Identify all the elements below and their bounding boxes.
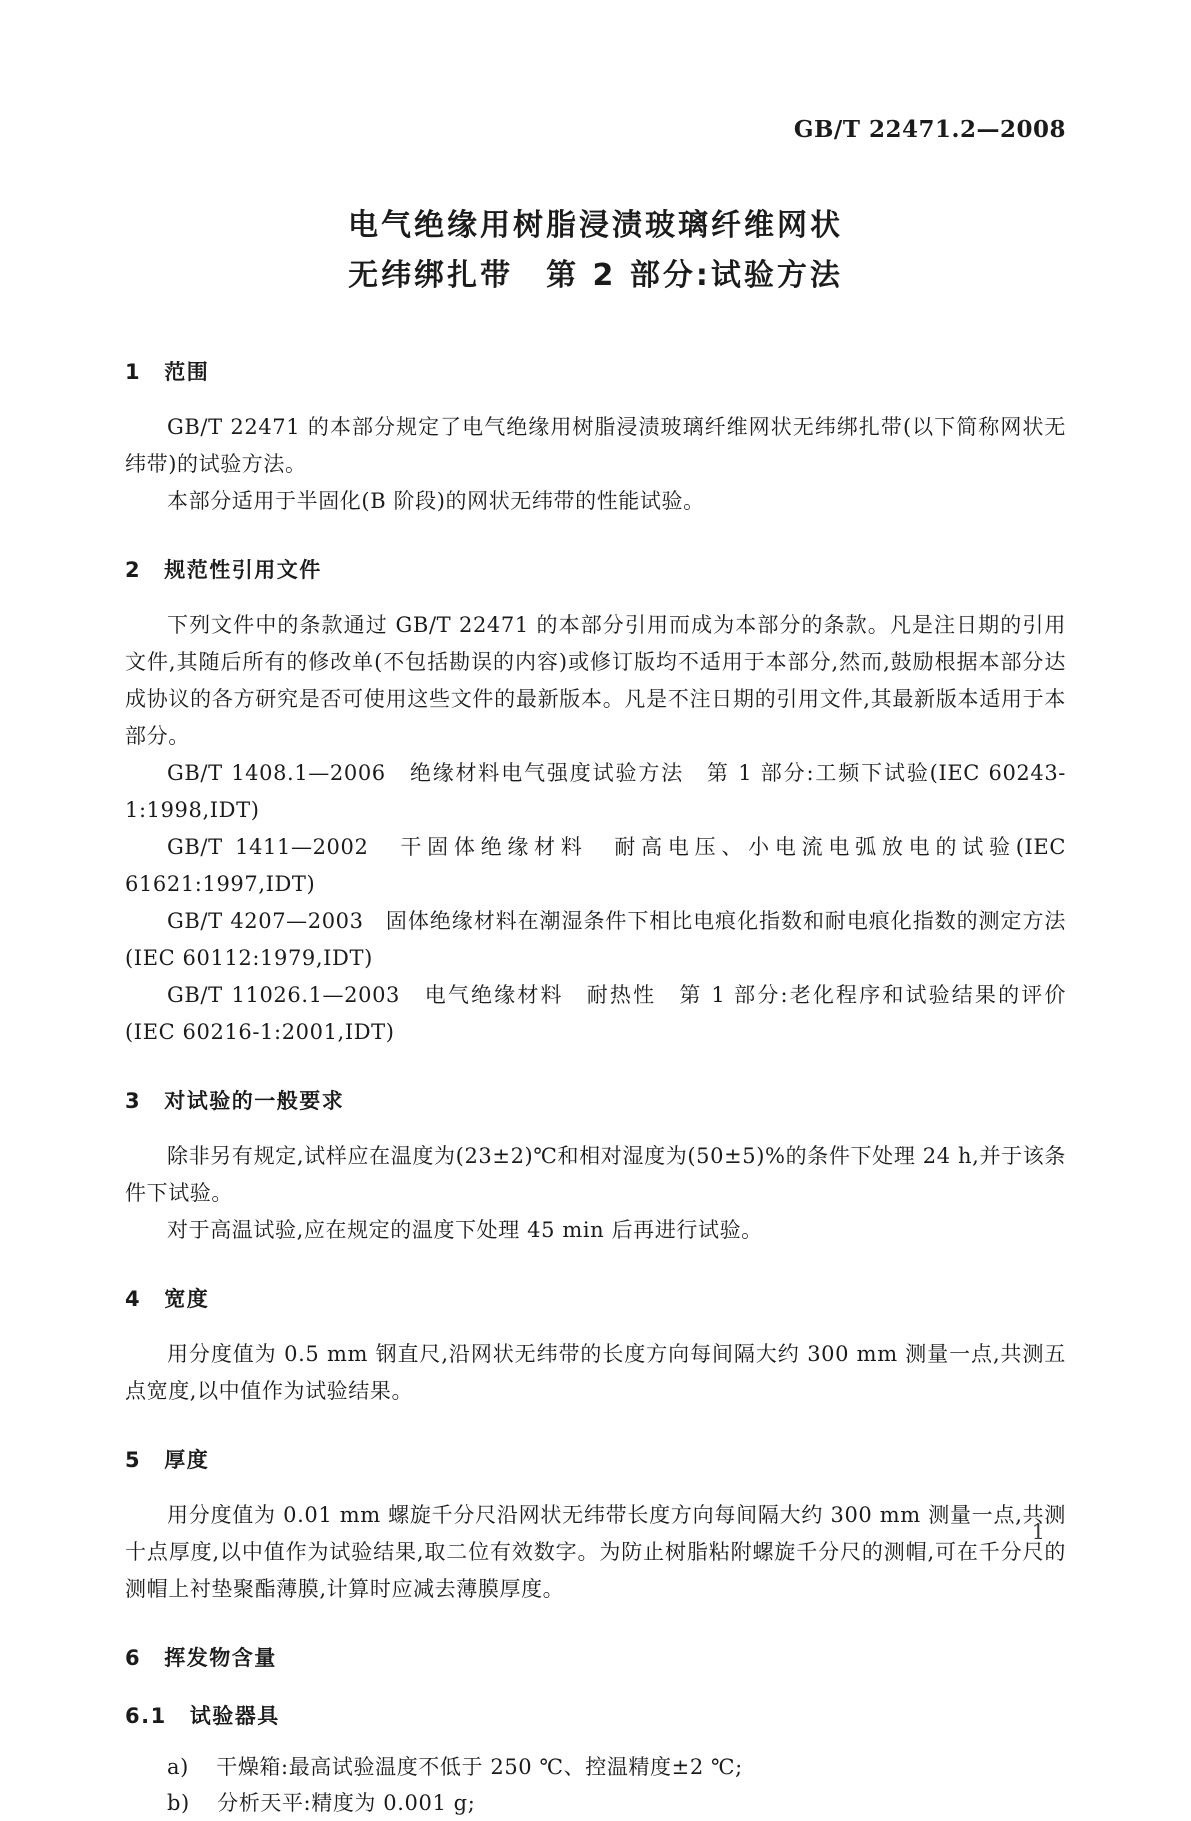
reference-entry: GB/T 11026.1—2003 电气绝缘材料 耐热性 第 1 部分:老化程序和试验结果的评价(IEC 60216-1:2001,IDT)	[125, 983, 1066, 1044]
paragraph: 下列文件中的条款通过 GB/T 22471 的本部分引用而成为本部分的条款。凡是注日期的引用文件,其随后所有的修改单(不包括勘误的内容)或修订版均不适用于本部分,然而,鼓励根据本部分达成协议的各方研究是否可使用这些文件的最新版本。凡是不注日期的引用文件,其最新版本适用于本部分。	[125, 613, 1066, 748]
list-item-label: b)	[167, 1791, 190, 1815]
section-general-test-requirements	[125, 1087, 1066, 1249]
section-heading	[125, 1644, 1066, 1672]
subsection-number: 6.1	[125, 1704, 167, 1728]
section-number: 6	[125, 1646, 142, 1670]
title-line-2: 无纬绑扎带 第 2 部分:试验方法	[348, 258, 843, 293]
section-heading	[125, 1285, 1066, 1313]
section-number: 3	[125, 1089, 142, 1113]
standard-code: GB/T 22471.2—2008	[793, 116, 1066, 143]
subsection-title: 试验器具	[189, 1704, 280, 1728]
list-item-text: 干燥箱:最高试验温度不低于 250 ℃、控温精度±2 ℃;	[216, 1755, 743, 1779]
section-title: 挥发物含量	[164, 1646, 277, 1670]
section-title: 范围	[164, 360, 210, 384]
section-title: 对试验的一般要求	[164, 1089, 345, 1113]
section-number: 4	[125, 1287, 142, 1311]
paragraph: 除非另有规定,试样应在温度为(23±2)℃和相对湿度为(50±5)%的条件下处理 24 h,并于该条件下试验。	[125, 1144, 1066, 1205]
reference-entry: GB/T 1411—2002 干固体绝缘材料 耐高电压、小电流电弧放电的试验(IEC 61621:1997,IDT)	[125, 835, 1066, 896]
section-heading	[125, 1446, 1066, 1474]
reference-entry: GB/T 4207—2003 固体绝缘材料在潮湿条件下相比电痕化指数和耐电痕化指数的测定方法(IEC 60112:1979,IDT)	[125, 909, 1066, 970]
section-scope	[125, 358, 1066, 520]
section-width	[125, 1285, 1066, 1410]
document-title	[125, 201, 1066, 301]
paragraph: 本部分适用于半固化(B 阶段)的网状无纬带的性能试验。	[167, 489, 705, 513]
paragraph: 用分度值为 0.01 mm 螺旋千分尺沿网状无纬带长度方向每间隔大约 300 mm 测量一点,共测十点厚度,以中值作为试验结果,取二位有效数字。为防止树脂粘附螺旋千分尺的测帽,可在千分尺的测帽上衬垫聚酯薄膜,计算时应减去薄膜厚度。	[125, 1503, 1066, 1601]
paragraph: 用分度值为 0.5 mm 钢直尺,沿网状无纬带的长度方向每间隔大约 300 mm 测量一点,共测五点宽度,以中值作为试验结果。	[125, 1342, 1066, 1403]
section-heading	[125, 556, 1066, 584]
section-number: 5	[125, 1448, 142, 1472]
list-item-label: a)	[167, 1755, 189, 1779]
reference-entry: GB/T 1408.1—2006 绝缘材料电气强度试验方法 第 1 部分:工频下试验(IEC 60243-1:1998,IDT)	[125, 761, 1066, 822]
section-thickness	[125, 1446, 1066, 1608]
list-item	[125, 1749, 1066, 1785]
list-item	[125, 1785, 1066, 1821]
section-heading	[125, 358, 1066, 386]
section-title: 规范性引用文件	[164, 558, 322, 582]
subsection-heading	[125, 1702, 1066, 1730]
section-title: 厚度	[164, 1448, 210, 1472]
section-normative-references	[125, 556, 1066, 1051]
list-item-text: 分析天平:精度为 0.001 g;	[217, 1791, 476, 1815]
paragraph: 对于高温试验,应在规定的温度下处理 45 min 后再进行试验。	[167, 1218, 763, 1242]
section-heading	[125, 1087, 1066, 1115]
title-line-1: 电气绝缘用树脂浸渍玻璃纤维网状	[348, 208, 843, 243]
section-number: 2	[125, 558, 142, 582]
section-number: 1	[125, 360, 142, 384]
section-volatile-content	[125, 1644, 1066, 1821]
paragraph: GB/T 22471 的本部分规定了电气绝缘用树脂浸渍玻璃纤维网状无纬绑扎带(以下简称网状无纬带)的试验方法。	[125, 415, 1066, 476]
page-content	[125, 0, 1066, 1821]
section-title: 宽度	[164, 1287, 210, 1311]
page-number: 1	[1031, 1520, 1045, 1544]
